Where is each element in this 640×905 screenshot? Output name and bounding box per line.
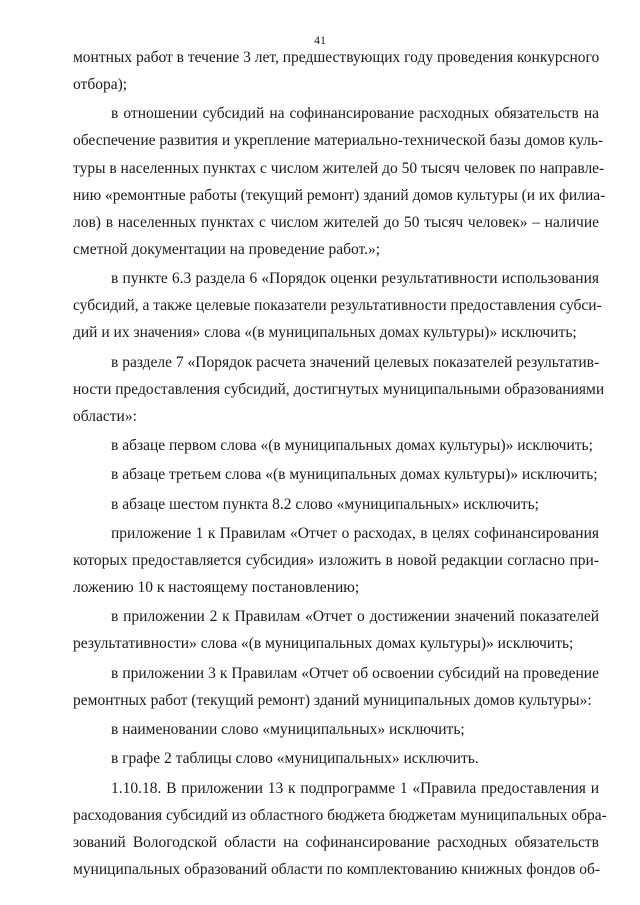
text-line: ремонтных работ (текущий ремонт) зданий муниципальных домов культуры»: xyxy=(73,691,592,709)
paragraph xyxy=(73,603,599,657)
text-line: приложение 1 к Правилам «Отчет о расходах, в целях софинансирования xyxy=(111,524,599,542)
paragraph xyxy=(73,520,599,601)
paragraph xyxy=(73,716,599,743)
paragraph xyxy=(73,265,602,346)
text-line: в абзаце шестом пункта 8.2 слово «муниципальных» исключить; xyxy=(111,495,539,513)
text-line: сметной документации на проведение работ.»; xyxy=(73,240,381,258)
text-line: монтных работ в течение 3 лет, предшествующих году проведения конкурсного xyxy=(73,49,600,66)
text-line: в пункте 6.3 раздела 6 «Порядок оценки результативности использования xyxy=(111,270,599,288)
paragraph xyxy=(73,745,599,772)
text-line: которых предоставляется субсидия» изложить в новой редакции согласно при- xyxy=(73,552,599,569)
text-line: результативности» слова «(в муниципальных домах культуры)» исключить; xyxy=(73,635,574,653)
paragraph xyxy=(73,491,599,518)
text-line: в приложении 2 к Правилам «Отчет о достижении значений показателей xyxy=(111,608,599,626)
paragraph xyxy=(73,432,599,459)
text-line: 1.10.18. В приложении 13 к подпрограмме 1 «Правила предоставления и xyxy=(111,779,599,797)
paragraph xyxy=(73,100,606,263)
text-line: в графе 2 таблицы слово «муниципальных» исключить. xyxy=(111,750,479,768)
paragraph xyxy=(73,775,607,883)
text-line: ности предоставления субсидий, достигнутых муниципальными образованиями xyxy=(73,380,605,398)
paragraph xyxy=(73,44,599,98)
text-line: отбора); xyxy=(73,76,128,94)
paragraph xyxy=(73,660,599,714)
paragraph xyxy=(73,461,599,488)
text-line: субсидий, а также целевые показатели результативности предоставления субси- xyxy=(73,297,602,315)
text-line: в отношении субсидий на софинансирование расходных обязательств на xyxy=(111,105,599,123)
text-line: муниципальных образований области по комплектованию книжных фондов об- xyxy=(73,860,601,878)
page-number: 41 xyxy=(314,33,326,47)
text-line: зований Вологодской области на софинансирование расходных обязательств xyxy=(73,833,599,851)
text-line: нию «ремонтные работы (текущий ремонт) зданий домов культуры (и их филиа- xyxy=(73,186,606,204)
text-line: в разделе 7 «Порядок расчета значений целевых показателей результатив- xyxy=(111,353,600,371)
text-line: в абзаце первом слова «(в муниципальных домах культуры)» исключить; xyxy=(111,437,593,455)
text-line: туры в населенных пунктах с числом жителей до 50 тысяч человек по направле- xyxy=(73,159,605,177)
text-line: в абзаце третьем слова «(в муниципальных домах культуры)» исключить; xyxy=(111,466,598,484)
text-line: обеспечение развития и укрепление материально-технической базы домов куль- xyxy=(73,132,604,150)
text-line: расходования субсидий из областного бюджета бюджетам муниципальных обра- xyxy=(73,806,607,824)
text-line: ложению 10 к настоящему постановлению; xyxy=(73,579,360,597)
paragraph xyxy=(73,349,605,430)
text-line: в наименовании слово «муниципальных» исключить; xyxy=(111,721,465,739)
text-line: области»: xyxy=(73,407,137,425)
text-line: дий и их значения» слова «(в муниципальных домах культуры)» исключить; xyxy=(73,324,577,342)
text-line: лов) в населенных пунктах с числом жителей до 50 тысяч человек» – наличие xyxy=(73,213,599,231)
text-line: в приложении 3 к Правилам «Отчет об освоении субсидий на проведение xyxy=(111,664,599,682)
document-body xyxy=(73,44,607,885)
